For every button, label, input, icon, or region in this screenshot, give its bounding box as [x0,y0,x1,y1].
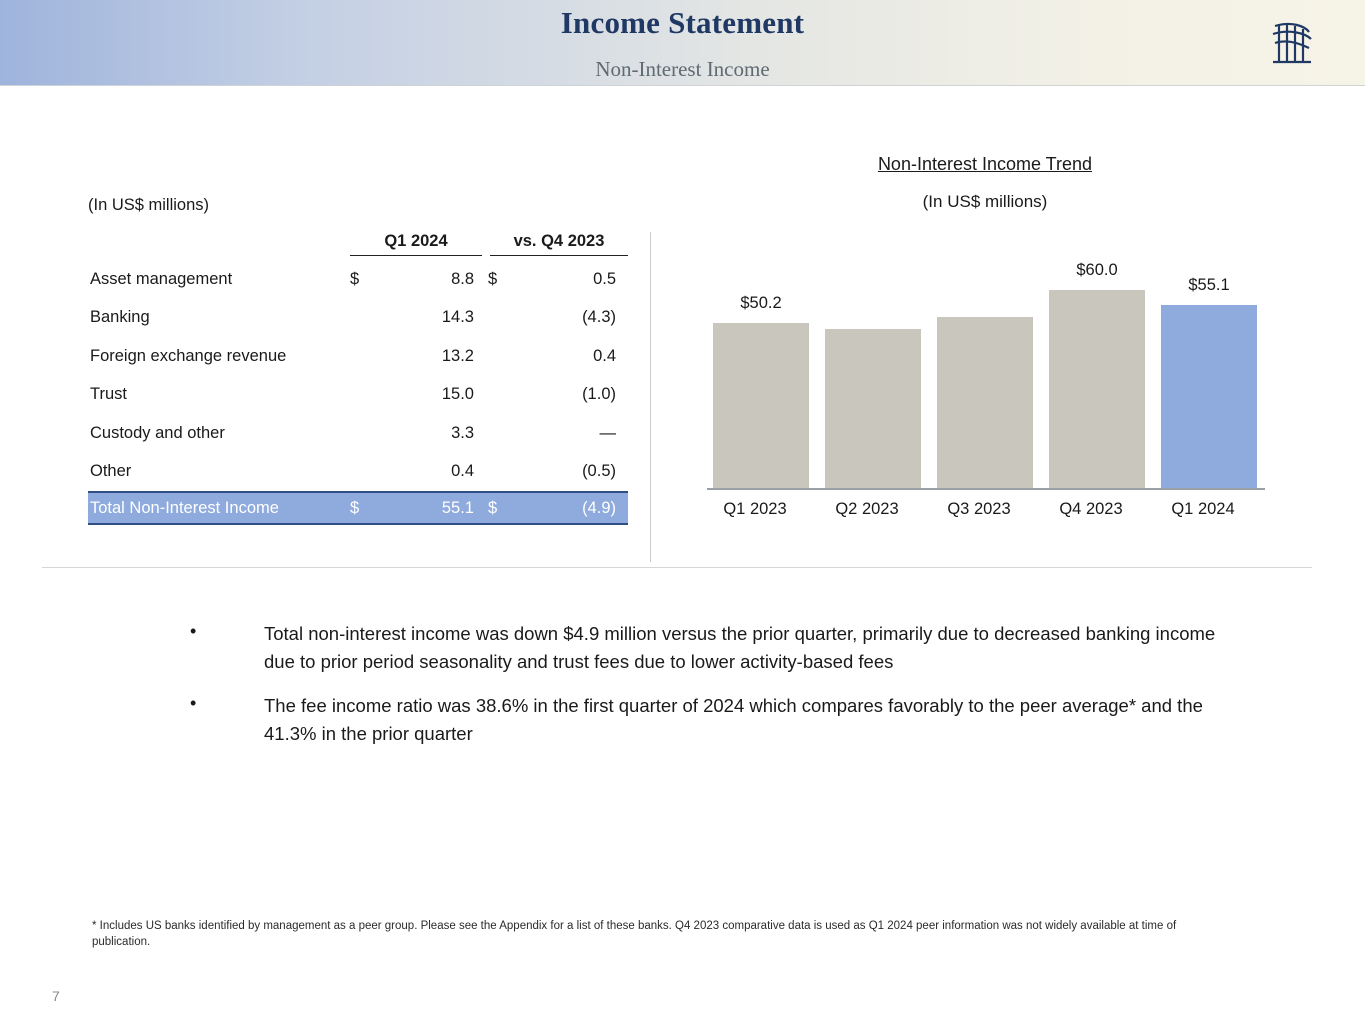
page-subtitle: Non-Interest Income [595,57,770,81]
bar-data-label-q1-2024: $55.1 [1188,276,1230,294]
x-tick-q4-2023: Q4 2023 [1059,500,1123,518]
table-units-label: (In US$ millions) [88,196,210,214]
bar-q1-2023 [713,323,809,488]
table-row [88,453,628,492]
row-value-q1-2024: 8.8 [451,269,474,288]
x-tick-q1-2024: Q1 2024 [1171,500,1235,518]
chart-subtitle: (In US$ millions) [922,192,1048,211]
total-value-vs-q4-2023: (4.9) [582,498,616,517]
row-value-vs-q4-2023: (0.5) [582,462,616,481]
chart-plot-area [707,228,1272,488]
table-row [88,260,628,299]
table-header-q1-2024: Q1 2024 [350,232,482,256]
row-value-vs-q4-2023: (1.0) [582,385,616,404]
non-interest-income-trend-chart [700,228,1280,528]
bar-data-label-q4-2023: $60.0 [1076,261,1118,279]
bar-data-label-q1-2023: $50.2 [740,294,782,312]
row-label: Other [90,462,132,481]
row-value-q1-2024: 15.0 [441,385,474,404]
row-label: Trust [90,385,127,404]
row-value-vs-q4-2023: (4.3) [582,308,616,327]
page-title: Income Statement [560,5,805,40]
chart-x-axis [707,488,1265,490]
table-row [88,414,628,453]
total-currency-1: $ [350,498,360,517]
row-value-q1-2024: 3.3 [451,423,474,442]
bar-q3-2023 [937,317,1033,488]
row-value-vs-q4-2023: 0.5 [593,269,616,288]
total-label: Total Non-Interest Income [90,498,279,517]
list-item [190,620,1220,676]
slide-header [0,0,1365,86]
table-row [88,376,628,415]
bar-q1-2024 [1161,305,1257,488]
table-header-vs-q4-2023: vs. Q4 2023 [490,232,628,256]
x-tick-q2-2023: Q2 2023 [835,500,899,518]
row-value-q1-2024: 13.2 [441,346,474,365]
x-tick-q1-2023: Q1 2023 [723,500,787,518]
page-number: 7 [52,988,60,1004]
vertical-divider [650,232,651,562]
bullet-text: The fee income ratio was 38.6% in the first quarter of 2024 which compares favorably to the peer average* and the 41.3% in the prior quarter [264,695,1203,744]
bar-q2-2023 [825,329,921,488]
x-tick-q3-2023: Q3 2023 [947,500,1011,518]
table-total-row [88,491,628,525]
bullet-marker: • [190,693,197,713]
bullet-text: Total non-interest income was down $4.9 million versus the prior quarter, primarily due to decreased banking income due to prior period seasonality and trust fees due to lower activity-based fees [264,623,1216,672]
chart-title: Non-Interest Income Trend [877,154,1093,174]
row-currency-1: $ [350,269,360,288]
non-interest-income-table [88,228,628,525]
row-value-vs-q4-2023: — [599,423,616,442]
list-item [190,692,1220,748]
row-currency-2: $ [488,269,498,288]
bullet-list [190,620,1220,764]
fifth-third-bank-logo-icon [1265,18,1319,68]
table-row [88,337,628,376]
bullet-marker: • [190,621,197,641]
row-label: Banking [90,308,150,327]
table-row [88,299,628,338]
bar-q4-2023 [1049,290,1145,488]
total-value-q1-2024: 55.1 [441,498,474,517]
footnote: * Includes US banks identified by management as a peer group. Please see the Appendix for a list of these banks. Q4 2023 comparative data is used as Q1 2024 peer information was not widely available at time of publication. [92,920,1177,948]
row-label: Custody and other [90,423,225,442]
row-label: Foreign exchange revenue [90,346,287,365]
row-value-q1-2024: 14.3 [441,308,474,327]
table-header-row [88,228,628,260]
row-value-q1-2024: 0.4 [451,462,474,481]
total-currency-2: $ [488,498,498,517]
row-value-vs-q4-2023: 0.4 [593,346,616,365]
row-label: Asset management [90,269,233,288]
horizontal-divider [42,567,1312,568]
